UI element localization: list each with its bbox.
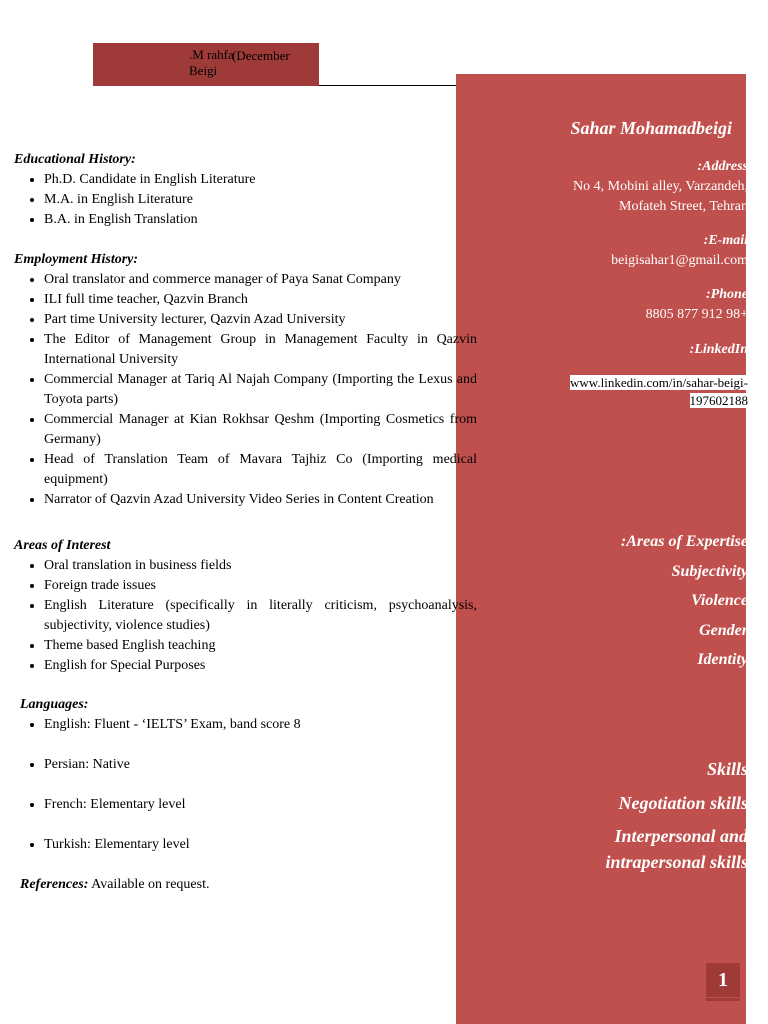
languages-list <box>14 715 477 855</box>
list-item: • Oral translator and commerce manager of Paya Sanat Company <box>44 270 477 290</box>
list-item: • Theme based English teaching <box>44 636 477 656</box>
list-item: • Commercial Manager at Kian Rokhsar Qeshm (Importing Cosmetics from Germany) <box>44 410 477 450</box>
email-block <box>611 231 748 271</box>
education-list <box>14 170 477 230</box>
page-number-underline <box>706 998 740 1001</box>
education-title: Educational History: <box>14 152 136 167</box>
linkedin-link[interactable] <box>570 374 748 410</box>
languages-title: Languages: <box>20 697 89 712</box>
list-item: • Oral translation in business fields <box>44 556 477 576</box>
candidate-name: Sahar Mohamadbeigi <box>570 118 732 138</box>
list-item: • Part time University lecturer, Qazvin Azad University <box>44 310 477 330</box>
header-date: (December <box>232 48 290 63</box>
phone-value: 8805 877 912 98+ <box>645 307 748 322</box>
list-item: • Commercial Manager at Tariq Al Najah Company (Importing the Lexus and Toyota parts) <box>44 370 477 410</box>
references-text: Available on request. <box>88 877 210 892</box>
linkedin-url-line1[interactable]: www.linkedin.com/in/sahar-beigi- <box>570 375 748 390</box>
email-label: :E-mail <box>703 233 748 248</box>
address-line2: Mofateh Street, Tehran <box>619 199 748 214</box>
expertise-item: Identity <box>697 651 748 668</box>
skill-item: Interpersonal and <box>614 826 748 846</box>
list-item: • The Editor of Management Group in Management Faculty in Qazvin International University <box>44 330 477 370</box>
main-content <box>14 150 477 895</box>
list-item: • English: Fluent - ‘IELTS’ Exam, band score 8 <box>44 715 477 735</box>
skill-item: intrapersonal skills <box>605 852 748 872</box>
expertise-item: Violence <box>691 592 748 609</box>
address-line1: No 4, Mobini alley, Varzandeh, <box>573 179 748 194</box>
linkedin-url-line2[interactable]: 197602188 <box>689 393 748 408</box>
employment-list <box>14 270 477 510</box>
header-banner <box>93 43 319 86</box>
linkedin-label: :LinkedIn <box>689 342 748 357</box>
address-label: :Address <box>697 159 748 174</box>
list-item: • Ph.D. Candidate in English Literature <box>44 170 477 190</box>
employment-title: Employment History: <box>14 252 139 267</box>
interest-title: Areas of Interest <box>14 538 111 553</box>
phone-block <box>646 285 748 325</box>
interest-list <box>14 556 477 676</box>
list-item: • Foreign trade issues <box>44 576 477 596</box>
address-block <box>573 157 748 217</box>
skills-label: Skills <box>706 759 748 779</box>
list-item: • Persian: Native <box>44 755 477 775</box>
list-item: • Turkish: Elementary level <box>44 835 477 855</box>
list-item: • M.A. in English Literature <box>44 190 477 210</box>
email-value[interactable]: beigisahar1@gmail.com <box>611 253 748 268</box>
references-title: References: <box>20 877 89 892</box>
expertise-label: :Areas of Expertise <box>620 533 748 550</box>
linkedin-block <box>690 340 748 360</box>
list-item: • Narrator of Qazvin Azad University Video Series in Content Creation <box>44 490 477 510</box>
list-item: • ILI full time teacher, Qazvin Branch <box>44 290 477 310</box>
references-line <box>20 875 477 895</box>
header-name: .M rahfa Beigi <box>189 47 234 78</box>
list-item: • English Literature (specifically in literally criticism, psychoanalysis, subjectivity, violence studies) <box>44 596 477 636</box>
list-item: • Head of Translation Team of Mavara Tajhiz Co (Importing medical equipment) <box>44 450 477 490</box>
expertise-item: Subjectivity <box>671 563 748 580</box>
list-item: • French: Elementary level <box>44 795 477 815</box>
list-item: • English for Special Purposes <box>44 656 477 676</box>
skill-item: Negotiation skills <box>618 793 748 813</box>
list-item: • B.A. in English Translation <box>44 210 477 230</box>
phone-label: :Phone <box>706 287 748 302</box>
page-number: 1 <box>706 963 740 997</box>
expertise-item: Gender <box>699 622 748 639</box>
